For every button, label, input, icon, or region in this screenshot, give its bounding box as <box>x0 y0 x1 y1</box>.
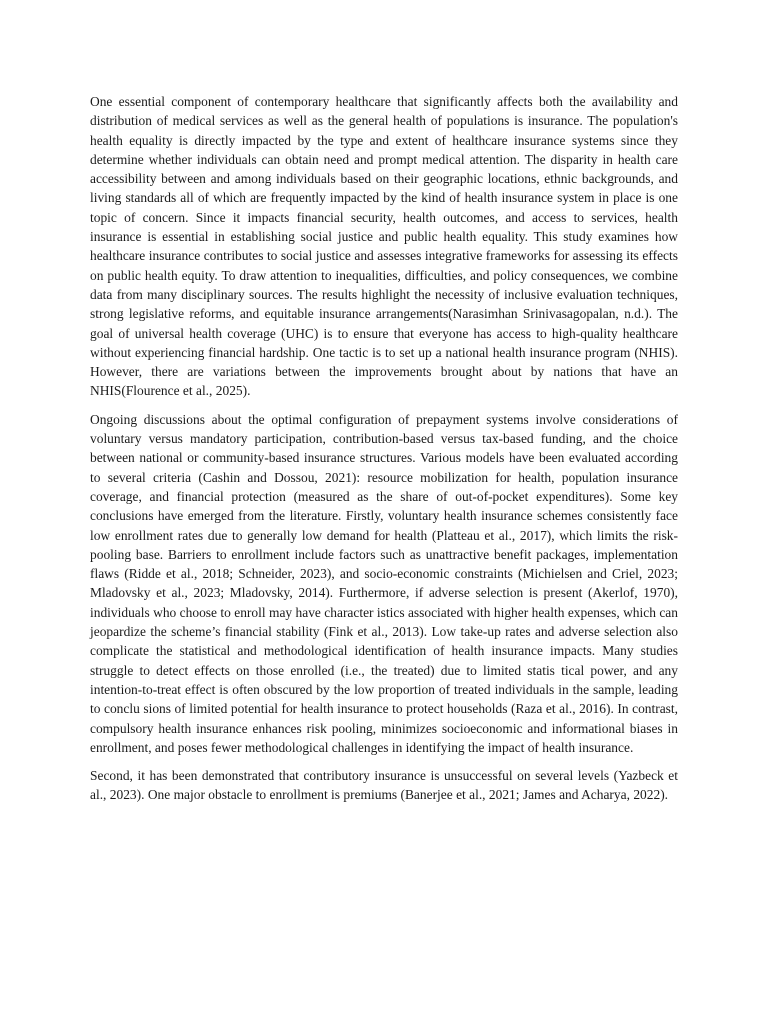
document-page <box>90 92 678 814</box>
body-paragraph-3: Second, it has been demonstrated that contributory insurance is unsuccessful on several levels (Yazbeck et al., 2023). One major obstacle to enrollment is premiums (Banerjee et al., 2021; James and Acharya, 2022). <box>90 768 678 803</box>
body-paragraph-2: Ongoing discussions about the optimal configuration of prepayment systems involve considerations of voluntary versus mandatory participation, contribution-based versus tax-based funding, and the choice between national or community-based insurance structures. Various models have been evaluated according to several criteria (Cashin and Dossou, 2021): resource mobilization for health, population insurance coverage, and financial protection (measured as the share of out-of-pocket expenditures). Some key conclusions have emerged from the literature. Firstly, voluntary health insurance schemes consistently face low enrollment rates due to generally low demand for health (Platteau et al., 2017), which limits the risk-pooling base. Barriers to enrollment include factors such as unattractive benefit packages, implementation flaws (Ridde et al., 2018; Schneider, 2023), and socio-economic constraints (Michielsen and Criel, 2023; Mladovsky et al., 2023; Mladovsky, 2014). Furthermore, if adverse selection is present (Akerlof, 1970), individuals who choose to enroll may have character istics associated with higher health expenses, which can jeopardize the scheme’s financial stability (Fink et al., 2013). Low take-up rates and adverse selection also complicate the statistical and methodological identification of health insurance impacts. Many studies struggle to detect effects on those enrolled (i.e., the treated) due to limited statis tical power, and any intention-to-treat effect is often obscured by the low proportion of treated individuals in the sample, leading to conclu sions of limited potential for health insurance to protect households (Raza et al., 2016). In contrast, compulsory health insurance enhances risk pooling, minimizes socioeconomic and informational biases in enrollment, and poses fewer methodological challenges in identifying the impact of health insurance. <box>90 411 678 755</box>
body-paragraph-1: One essential component of contemporary healthcare that significantly affects both the availability and distribution of medical services as well as the general health of populations is insurance. The population's health equality is directly impacted by the type and extent of healthcare insurance systems since they determine whether individuals can obtain need and prompt medical attention. The disparity in health care accessibility between and among individuals based on their geographic locations, ethnic backgrounds, and living standards all of which are frequently impacted by the kind of health insurance system in place is one topic of concern. Since it impacts financial security, health outcomes, and access to services, health insurance is essential in establishing social justice and public health equality. This study examines how healthcare insurance contributes to social justice and assesses integrative frameworks for assessing its effects on public health equity. To draw attention to inequalities, difficulties, and policy consequences, we combine data from many disciplinary sources. The results highlight the necessity of inclusive evaluation techniques, strong legislative reforms, and equitable insurance arrangements(Narasimhan Srinivasagopalan, n.d.). The goal of universal health coverage (UHC) is to ensure that everyone has access to high-quality healthcare without experiencing financial hardship. One tactic is to set up a national health insurance program (NHIS). However, there are variations between the improvements brought about by nations that have an NHIS(Flourence et al., 2025). <box>90 94 678 399</box>
